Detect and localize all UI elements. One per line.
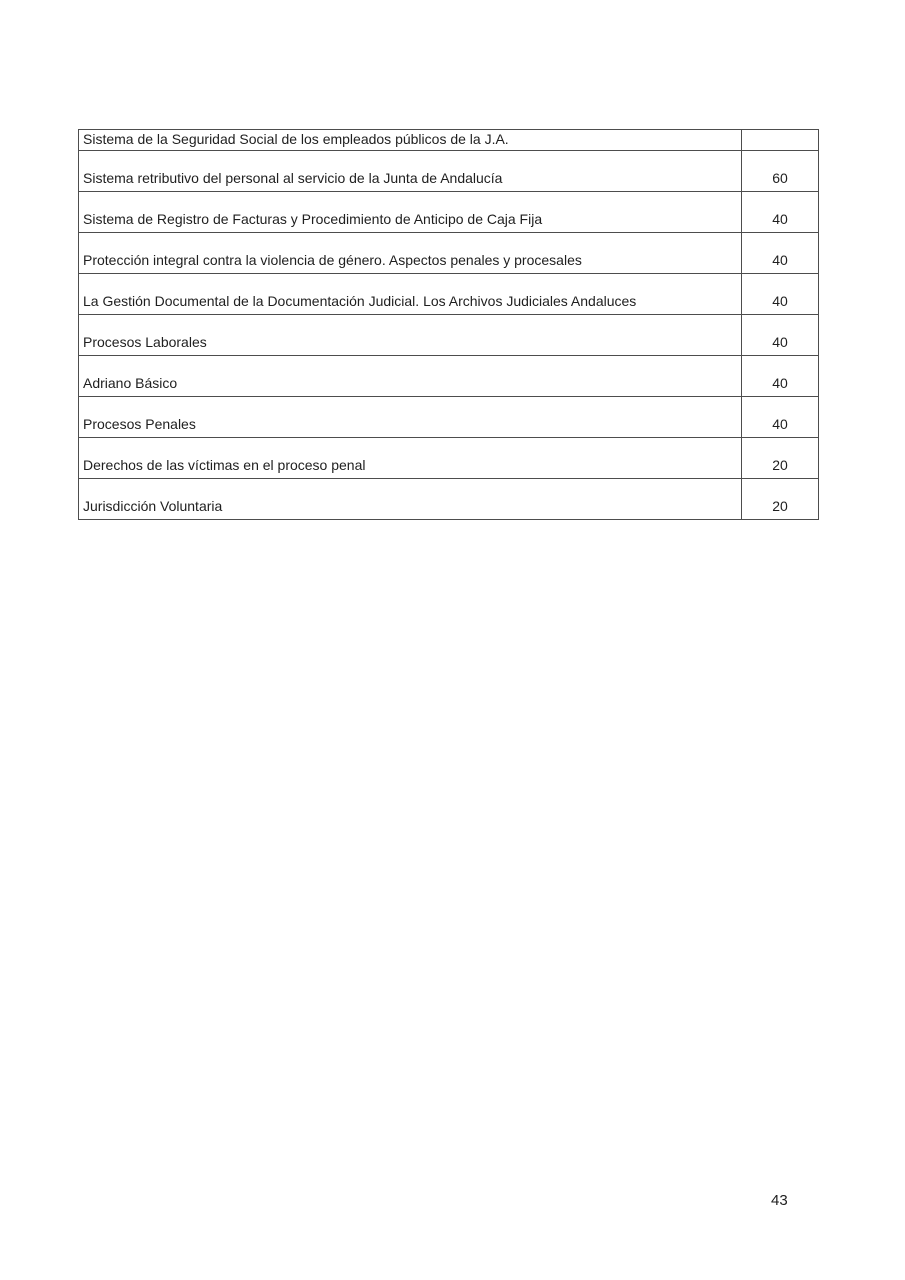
page-number: 43 — [771, 1192, 788, 1209]
table-row — [79, 151, 819, 192]
table-row — [79, 397, 819, 438]
course-hours-cell: 40 — [742, 356, 819, 397]
table-row — [79, 315, 819, 356]
course-hours-cell: 20 — [742, 438, 819, 479]
course-name-cell: Procesos Laborales — [79, 315, 742, 356]
table-row — [79, 438, 819, 479]
table-row — [79, 479, 819, 520]
table-row — [79, 233, 819, 274]
course-hours-table — [78, 129, 819, 520]
course-hours-cell: 20 — [742, 479, 819, 520]
course-name-cell: Procesos Penales — [79, 397, 742, 438]
course-hours-cell: 40 — [742, 315, 819, 356]
table-row — [79, 356, 819, 397]
table-row — [79, 274, 819, 315]
course-hours-cell — [742, 130, 819, 151]
course-name-cell: Sistema retributivo del personal al servicio de la Junta de Andalucía — [79, 151, 742, 192]
course-hours-cell: 40 — [742, 192, 819, 233]
course-hours-cell: 60 — [742, 151, 819, 192]
course-table-body — [79, 130, 819, 520]
course-name-cell: Jurisdicción Voluntaria — [79, 479, 742, 520]
table-row — [79, 192, 819, 233]
course-name-cell: Sistema de Registro de Facturas y Procedimiento de Anticipo de Caja Fija — [79, 192, 742, 233]
course-name-cell: La Gestión Documental de la Documentación Judicial. Los Archivos Judiciales Andaluces — [79, 274, 742, 315]
course-hours-cell: 40 — [742, 397, 819, 438]
course-name-cell: Protección integral contra la violencia de género. Aspectos penales y procesales — [79, 233, 742, 274]
table-row — [79, 130, 819, 151]
course-name-cell: Sistema de la Seguridad Social de los empleados públicos de la J.A. — [79, 130, 742, 151]
course-name-cell: Adriano Básico — [79, 356, 742, 397]
course-name-cell: Derechos de las víctimas en el proceso penal — [79, 438, 742, 479]
course-hours-cell: 40 — [742, 274, 819, 315]
course-hours-cell: 40 — [742, 233, 819, 274]
